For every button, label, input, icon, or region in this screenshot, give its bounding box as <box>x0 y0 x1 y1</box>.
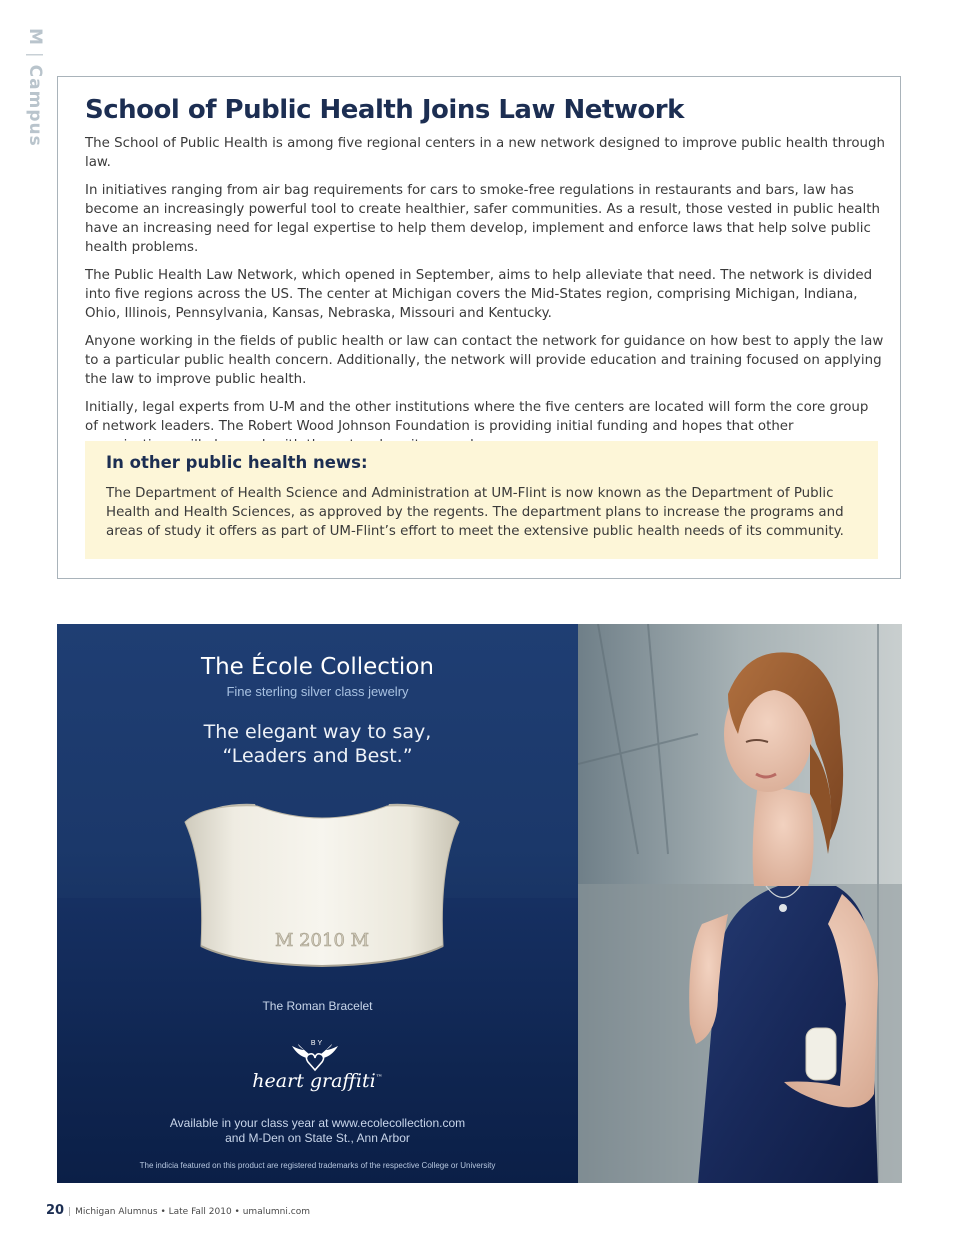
ad-brand-name: heart graffiti <box>252 1070 376 1092</box>
ad-availability-line2: and M-Den on State St., Ann Arbor <box>225 1131 410 1145</box>
ad-model-photo <box>578 624 902 1183</box>
ad-availability <box>57 1116 578 1146</box>
article-title: School of Public Health Joins Law Network <box>85 95 684 125</box>
section-name: Campus <box>25 64 45 147</box>
article-paragraph: In initiatives ranging from air bag requirements for cars to smoke-free regulations in restaurants and bars, law has become an increasingly powerful tool to create healthier, safer communities. As a result, those vested in public health have an increasing need for legal expertise to help them develop, implement and enforce laws that help solve public health problems. <box>85 183 880 255</box>
section-tab <box>22 28 48 148</box>
model-photo-illustration <box>578 624 902 1183</box>
article-paragraph: The School of Public Health is among five regional centers in a new network designed to improve public health through law. <box>85 136 885 170</box>
section-letter: M <box>25 28 45 46</box>
article-paragraph: The Public Health Law Network, which opened in September, aims to help alleviate that need. The network is divided into five regions across the US. The center at Michigan covers the Mid-States region, comprising Michigan, Indiana, Ohio, Illinois, Pennsylvania, Kansas, Nebraska, Missouri and Kentucky. <box>85 268 873 321</box>
section-label <box>25 28 45 147</box>
ad-product-name: The Roman Bracelet <box>262 999 373 1013</box>
bracelet-image <box>177 796 467 976</box>
ad-left-panel <box>57 624 578 1183</box>
article-body <box>85 95 885 464</box>
page-number: 20 <box>46 1203 65 1218</box>
article-paragraph: Anyone working in the fields of public health or law can contact the network for guidance on how best to apply the law to a particular public health concern. Additionally, the network will provide education and training focused on applying the law to improve public health. <box>85 334 884 387</box>
news-sidebar-text: The Department of Health Science and Administration at UM-Flint is now known as the Department of Public Health and Health Sciences, as approved by the regents. The department plans to increase the programs and areas of study it offers as part of UM-Flint’s effort to meet the extensive public health needs of its community. <box>106 486 844 539</box>
ad-subtitle: Fine sterling silver class jewelry <box>226 684 409 699</box>
page-footer <box>46 1203 310 1218</box>
ad-by-label: BY <box>310 1040 325 1047</box>
ad-brand-trademark: ™ <box>375 1073 383 1082</box>
bracelet-engraving: M 2010 M <box>274 930 370 951</box>
advertisement <box>57 624 902 1183</box>
ad-title: The École Collection <box>201 654 434 680</box>
ad-availability-line1: Available in your class year at www.ecolecollection.com <box>169 1116 466 1130</box>
section-divider: | <box>25 51 45 59</box>
article-paragraph: Initially, legal experts from U-M and the other institutions where the five centers are located will form the core group of network leaders. The Robert Wood Johnson Foundation is providing initial funding and hopes that other <box>85 400 869 434</box>
ad-tagline <box>57 720 578 768</box>
news-sidebar-title: In other public health news: <box>106 453 368 472</box>
publication-info: Michigan Alumnus • Late Fall 2010 • umalumni.com <box>75 1207 310 1217</box>
news-sidebar <box>85 441 878 559</box>
ad-tagline-line2: “Leaders and Best.” <box>222 745 413 767</box>
ad-disclaimer: The indicia featured on this product are registered trademarks of the respective College or University <box>139 1161 496 1170</box>
ad-brand-logo <box>57 1070 578 1092</box>
article-box <box>57 76 901 579</box>
ad-tagline-line1: The elegant way to say, <box>203 721 432 743</box>
footer-separator: | <box>68 1207 72 1217</box>
